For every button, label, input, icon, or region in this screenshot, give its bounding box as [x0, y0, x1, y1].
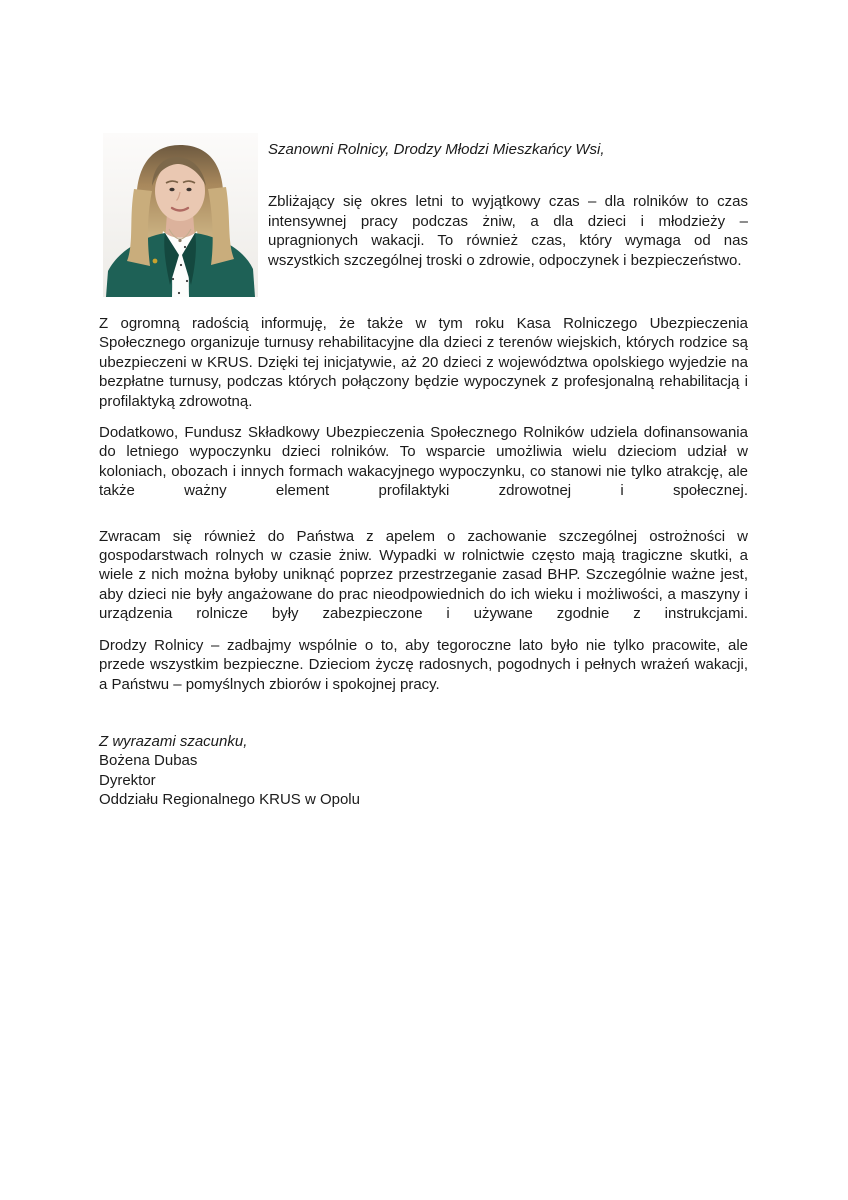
signer-name: Bożena Dubas	[99, 752, 198, 770]
signer-title: Dyrektor	[99, 771, 156, 789]
paragraph-apel-bhp: Zwracam się również do Państwa z apelem o zachowanie szczególnej ostrożności w gospodarstwach rolnych w czasie żniw. Wypadki w rolnictwie często mają tragiczne skutki, a wiele z nich można byłoby uniknąć poprzez przestrzeganie zasad BHP. Szczególnie ważne jest, aby dzieci nie były angażowane do prac nieodpowiednich do ich wieku i możliwości, a maszyny i urządzenia rolnicze były zabezpieczone i używane zgodnie z instrukcjami.	[99, 527, 748, 623]
lapel-pin	[153, 259, 158, 264]
signature-block	[99, 732, 748, 810]
signer-organization: Oddziału Regionalnego KRUS w Opolu	[99, 791, 360, 809]
necklace-pendant	[178, 239, 181, 242]
portrait-photo	[103, 133, 258, 297]
paragraph-rehab-turnusy: Z ogromną radością informuję, że także w tym roku Kasa Rolniczego Ubezpieczenia Społecznego organizuje turnusy rehabilitacyjne dla dzieci z terenów wiejskich, których rodzice są ubezpieczeni w KRUS. Dzięki tej inicjatywie, aż 20 dzieci z województwa opolskiego wyjedzie na bezpłatne turnusy, podczas których połączony będzie wypoczynek z profesjonalną rehabilitacją i profilaktyką zdrowotną.	[99, 315, 748, 410]
portrait-photo-illustration	[103, 133, 258, 297]
letter-body	[99, 314, 748, 810]
eye-right	[186, 188, 191, 192]
paragraph-zyczenia: Drodzy Rolnicy – zadbajmy wspólnie o to, aby tegoroczne lato było nie tylko pracowite, ale przede wszystkim bezpieczne. Dzieciom życzę radosnych, pogodnych i pełnych wrażeń wakacji, a Państwu – pomyślnych zbiorów i spokojnej pracy.	[99, 636, 748, 693]
letter-header	[0, 0, 848, 297]
paragraph-fundusz-skladkowy: Dodatkowo, Fundusz Składkowy Ubezpieczenia Społecznego Rolników udziela dofinansowania do letniego wypoczynku dzieci rolników. To wsparcie umożliwia wielu dzieciom udział w koloniach, obozach i innych formach wakacyjnego wypoczynku, co stanowi nie tylko atrakcję, ale także ważny element profilaktyki zdrowotnej i społecznej.	[99, 424, 748, 500]
eye-left	[169, 188, 174, 192]
closing-phrase: Z wyrazami szacunku,	[99, 732, 248, 750]
salutation: Szanowni Rolnicy, Drodzy Młodzi Mieszkańcy Wsi,	[268, 141, 605, 158]
intro-paragraph: Zbliżający się okres letni to wyjątkowy czas – dla rolników to czas intensywnej pracy podczas żniw, a dla dzieci i młodzieży – upragnionych wakacji. To również czas, który wymaga od nas wszystkich szczególnej troski o zdrowie, odpoczynek i bezpieczeństwo.	[268, 193, 748, 269]
intro-column	[268, 133, 748, 297]
